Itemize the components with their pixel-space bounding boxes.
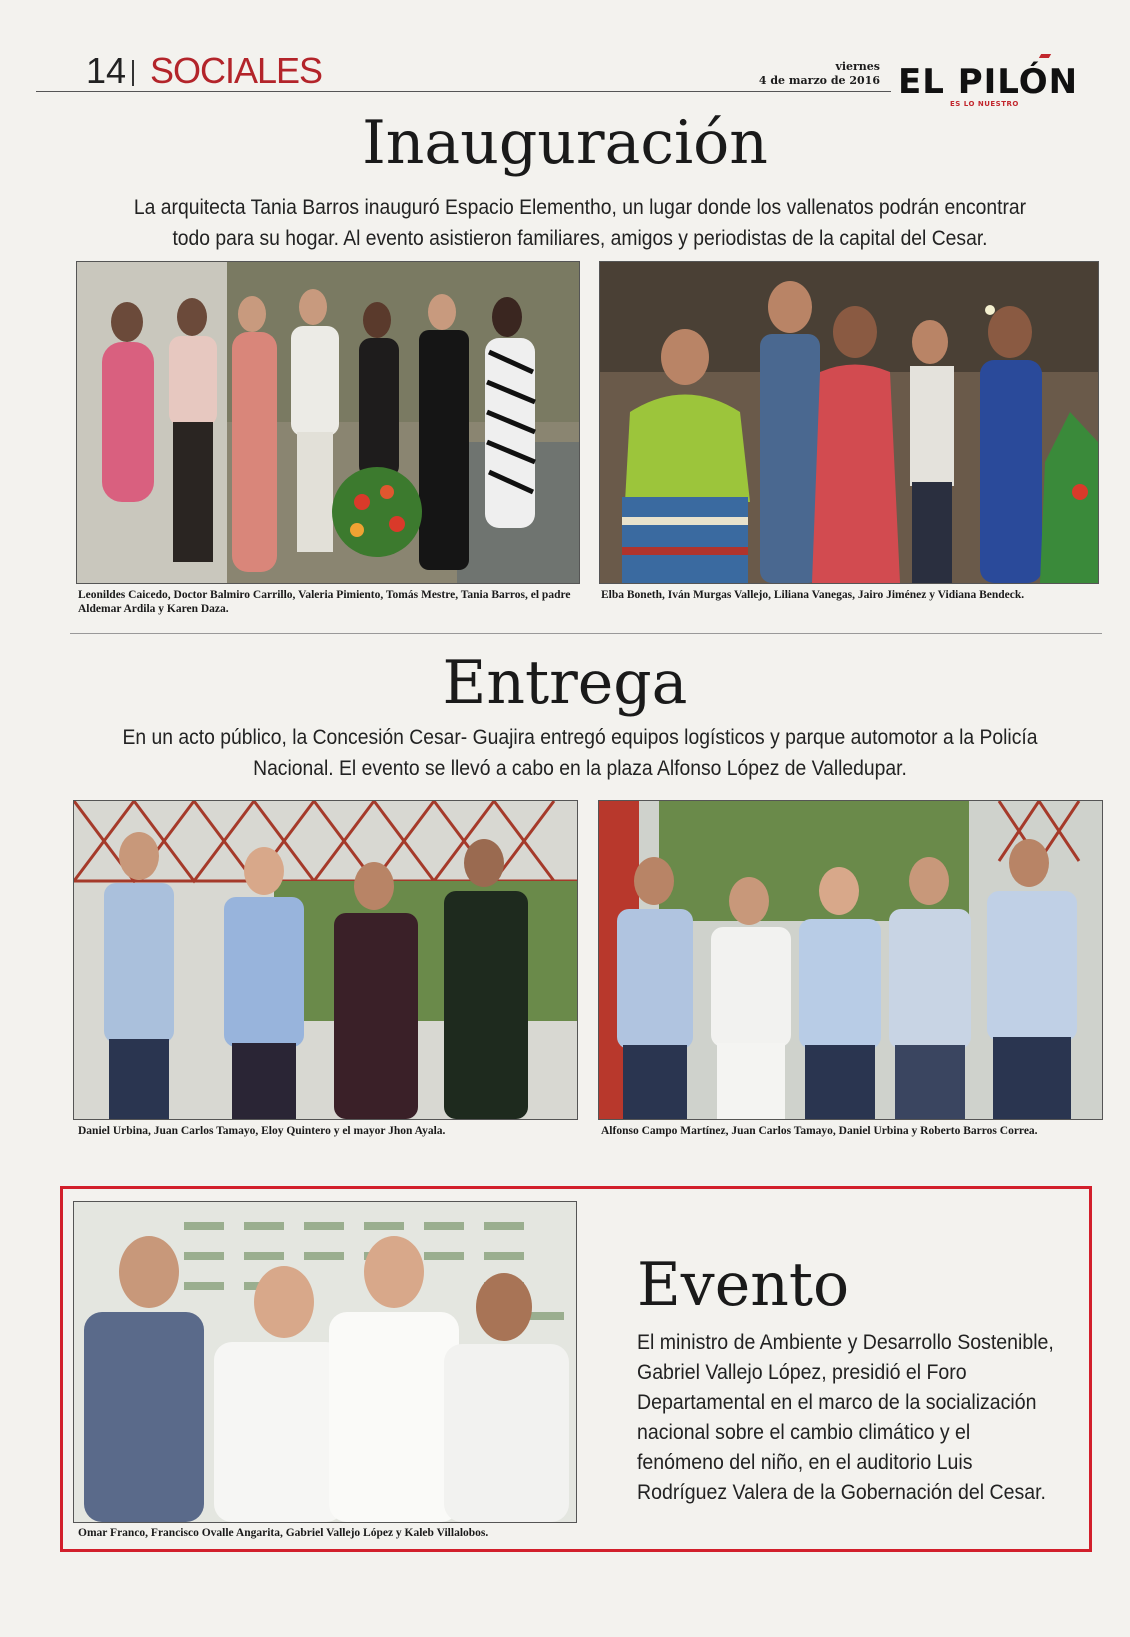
issue-date (700, 60, 880, 88)
page-number: 14 (86, 50, 127, 91)
inauguracion-lead: La arquitecta Tania Barros inauguró Espacio Elementho, un lugar donde los vallenatos podrán encontrar todo para su hogar. Al evento asistieron familiares, amigos y periodistas de la capital del Cesar. (133, 196, 1027, 250)
newspaper-logo (898, 62, 1088, 110)
header-separator (132, 60, 134, 86)
evento-title: Evento (637, 1250, 850, 1320)
logo-text: EL PILÓN (898, 62, 1079, 102)
inauguracion-caption-1: Leonildes Caicedo, Doctor Balmiro Carrillo, Valeria Pimiento, Tomás Mestre, Tania Barros, el padre Aldemar Ardila y Karen Daza. (78, 589, 571, 615)
inauguracion-caption-2: Elba Boneth, Iván Murgas Vallejo, Liliana Vanegas, Jairo Jiménez y Vidiana Bendeck. (601, 589, 1025, 601)
evento-caption: Omar Franco, Francisco Ovalle Angarita, Gabriel Vallejo López y Kaleb Villalobos. (78, 1527, 489, 1539)
issue-full-date: 4 de marzo de 2016 (758, 74, 880, 87)
evento-text: El ministro de Ambiente y Desarrollo Sostenible, Gabriel Vallejo López, presidió el Foro Departamental en el marco de la socialización nacional sobre el cambio climático y el fenómeno del niño, en el auditorio Luis Rodríguez Valera de la Gobernación del Cesar. (637, 1331, 1054, 1504)
logo-accent-mark (1039, 54, 1051, 58)
header-rule (36, 91, 891, 92)
issue-weekday: viernes (835, 60, 880, 73)
inauguracion-photo-1 (76, 261, 580, 584)
section-name: SOCIALES (150, 50, 323, 91)
inauguracion-title: Inauguración (362, 108, 768, 178)
entrega-title: Entrega (442, 648, 688, 718)
entrega-photo-2 (598, 800, 1103, 1120)
inauguracion-photo-2 (599, 261, 1099, 584)
entrega-caption-2: Alfonso Campo Martínez, Juan Carlos Tamayo, Daniel Urbina y Roberto Barros Correa. (601, 1125, 1038, 1137)
section-divider-1 (70, 633, 1102, 634)
evento-photo (73, 1201, 577, 1523)
entrega-caption-1: Daniel Urbina, Juan Carlos Tamayo, Eloy Quintero y el mayor Jhon Ayala. (78, 1125, 446, 1137)
entrega-lead: En un acto público, la Concesión Cesar- Guajira entregó equipos logísticos y parque automotor a la Policía Nacional. El evento se llevó a cabo en la plaza Alfonso López de Valledupar. (122, 726, 1038, 780)
logo-tagline: ES LO NUESTRO (950, 100, 1019, 108)
entrega-photo-1 (73, 800, 578, 1120)
